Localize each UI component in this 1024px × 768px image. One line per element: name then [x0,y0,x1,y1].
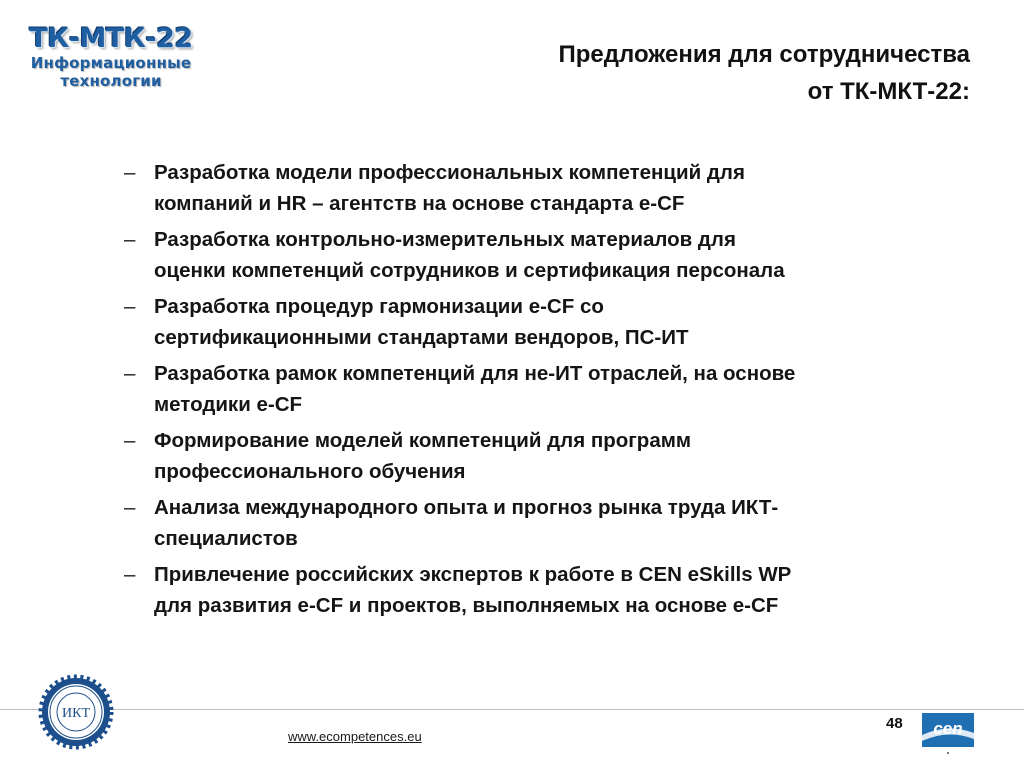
bullet-dash: – [124,362,136,385]
list-item [124,358,974,420]
list-item-line-2: для развития e-CF и проектов, выполняемых на основе e-CF [154,594,779,617]
list-item-line-1: Формирование моделей компетенций для программ [154,429,692,452]
list-item [124,157,974,219]
list-item-line-2: методики e-CF [154,393,303,416]
slide-title-line-1: Предложения для сотрудничества [558,41,970,68]
logo-subtitle-1: Информационные [30,54,192,72]
list-item [124,492,974,554]
bullet-dash: – [124,295,136,318]
slide-title-line-2: от ТК-МКТ-22: [807,78,970,105]
list-item [124,291,974,353]
ikt-seal-logo [38,674,114,750]
list-item-line-1: Разработка рамок компетенций для не-ИТ отраслей, на основе [154,362,796,385]
bullet-dash: – [124,161,136,184]
list-item-line-2: сертификационными стандартами вендоров, ПС-ИТ [154,326,689,349]
list-item-line-2: оценки компетенций сотрудников и сертификация персонала [154,259,785,282]
cen-logo [922,713,974,757]
list-item-line-1: Привлечение российских экспертов к работе в CEN eSkills WP [154,563,792,586]
list-item [124,224,974,286]
page-number: 48 [886,715,903,732]
list-item-line-1: Разработка контрольно-измерительных материалов для [154,228,736,251]
bullet-dash: – [124,429,136,452]
list-item [124,425,974,487]
slide-title [559,36,970,110]
website-link[interactable]: www.ecompetences.eu [288,729,422,744]
bullet-dash: – [124,496,136,519]
list-item-line-1: Разработка модели профессиональных компетенций для [154,161,745,184]
tk-logo [22,24,200,98]
bullet-dash: – [124,563,136,586]
proposal-list [124,157,974,626]
list-item-line-2: профессионального обучения [154,460,466,483]
list-item-line-1: Анализа международного опыта и прогноз рынка труда ИКТ- [154,496,779,519]
bullet-dash: – [124,228,136,251]
list-item-line-2: специалистов [154,527,298,550]
seal-text: ИКТ [62,706,90,721]
list-item-line-1: Разработка процедур гармонизации e-CF со [154,295,604,318]
footer-divider [0,709,1024,710]
logo-title: ТК-МТК-22 [29,23,193,54]
list-item-line-2: компаний и HR – агентств на основе стандарта e-CF [154,192,685,215]
list-item [124,559,974,621]
logo-subtitle-2: технологии [60,72,162,90]
cen-logo-text: cen [933,719,963,738]
